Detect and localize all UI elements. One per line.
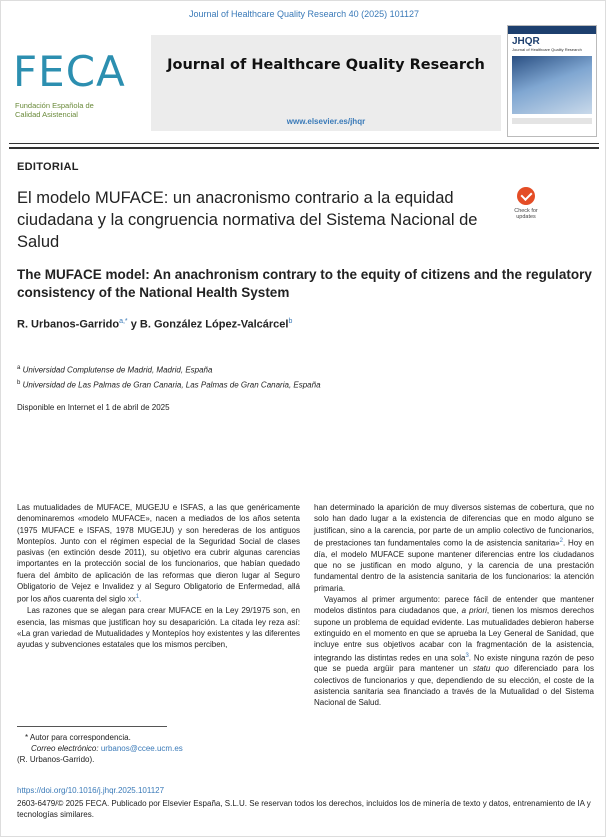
body-paragraph: Vayamos al primer argumento: parece fácil de entender que mantener modelos distintos para ciudadanos que, a priori, tienen los mismos derechos supone un problema de equidad evidente. Las mutualidades debieron haberse extinguido en el momento en que se aprueba la Ley General de Sanidad, que incluye entre sus objetivos acabar con la fragmentación de la asistencia, integrando las distintas redes en una sola$^3$. No existe ninguna razón de peso que se pueda argüir para mantener un statu quo diferenciado para los colectivos de funcionarios y que, dependiendo de su elección, el coste de la asistencia sanitaria sea financiado a través de la Mutualidad o del Sistema Nacional de Salud. (314, 595, 595, 708)
journal-banner (9, 25, 599, 137)
cover-brand: JHQR (512, 36, 540, 47)
body-paragraph: Las mutualidades de MUFACE, MUGEJU e ISFAS, a las que genéricamente denominaremos «modelo MUFACE», nacen a mediados de los años setenta (1975 MUFACE e ISFAS, 1978 MUGEJU) y son herederas de los antiguos Montepíos. Junto con el régimen especial de la Seguridad Social de clases pasivas (en extinción desde 2011), su objetivo era cubrir algunas carencias importantes en la protección social de los funcionarios, que habían quedado fuera del ámbito de aplicación de las reformas que dieron lugar al Seguro Obligatorio de Vejez e Invalidez y al Seguro Obligatorio de Enfermedad, allá por los años cuarenta del siglo $xx^1$. (17, 503, 300, 605)
author-conjunction: y (130, 318, 137, 331)
article-title-spanish: El modelo MUFACE: un anacronismo contrario a la equidad ciudadana y la congruencia normativa del Sistema Nacional de Salud (17, 189, 478, 251)
body-column-right (314, 502, 594, 709)
body-paragraph: Las razones que se alegan para crear MUFACE en la Ley 29/1975 son, en esencia, las mismas que justifican hoy su desaparición. La citada ley reza así: «La gran variedad de Mutualidades y Montepíos hoy existentes y las diferentes ayudas y subvenciones estatales que los mismos perciben, (17, 606, 300, 650)
email-link[interactable]: urbanos@ccee.ucm.es (100, 744, 183, 753)
affiliations (17, 362, 321, 391)
reference-link[interactable]: 2 (559, 537, 563, 544)
reference-link[interactable]: 3 (465, 652, 469, 659)
doi-link[interactable]: https://doi.org/10.1016/j.jhqr.2025.101127 (17, 786, 165, 795)
running-head: Journal of Healthcare Quality Research 40 (2025) 101127 (189, 9, 419, 19)
correspondence-note: * Autor para correspondencia. (25, 733, 131, 742)
email-line: Correo electrónico: urbanos@ccee.ucm.es (31, 744, 183, 753)
footnote-divider (17, 726, 167, 727)
footnotes (17, 732, 183, 765)
author-affiliation-ref[interactable]: b (288, 318, 293, 325)
reference-link[interactable]: 1 (135, 594, 140, 601)
feca-logo (13, 47, 143, 127)
logo-subtitle: Fundación Española de Calidad Asistencial (15, 101, 94, 119)
cover-artwork (512, 56, 592, 114)
online-availability-date: Disponible en Internet el 1 de abril de 2025 (17, 403, 170, 412)
journal-title: Journal of Healthcare Quality Research (167, 57, 485, 73)
check-for-updates-button[interactable] (507, 187, 545, 229)
body-paragraph: han determinado la aparición de muy diversos sistemas de cobertura, que no solo han dado lugar a la existencia de diferencias que en modo alguno se justifican, sino a la carencia, por parte de un amplio colectivo de funcionarios, de prestaciones tan fundamentales como la de asistencia sanitaria»$^2$. Hoy en día, el modelo MUFACE supone mantener diferencias entre los ciudadanos que no se justifican en modo alguno, y la carencia de una prestación fundamental dentro de la asistencia sanitaria de los funcionarios: la atención primaria. (314, 503, 594, 593)
affiliation-item: $^a$ Universidad Complutense de Madrid, Madrid, España (17, 365, 213, 375)
email-owner: (R. Urbanos-Garrido). (17, 755, 95, 764)
journal-url-link[interactable]: www.elsevier.es/jhqr (286, 117, 366, 126)
affiliation-item: $^b$ Universidad de Las Palmas de Gran Canaria, Las Palmas de Gran Canaria, España (17, 379, 321, 390)
author-name[interactable]: R. Urbanos-Garrido (17, 318, 120, 331)
copyright-notice: 2603-6479/© 2025 FECA. Publicado por Elsevier España, S.L.U. Se reservan todos los derechos, incluidos los de minería de texto y datos, entrenamiento de IA y tecnologías similares. (17, 799, 591, 819)
author-list (17, 318, 292, 331)
body-column-left (17, 502, 300, 651)
article-title-english: The MUFACE model: An anachronism contrary to the equity of citizens and the regulatory consistency of the National Health System (17, 267, 592, 300)
header-divider-top (9, 143, 599, 144)
author-name[interactable]: B. González López-Valcárcel (139, 318, 289, 331)
cover-journal-name: Journal of Healthcare Quality Research (512, 47, 582, 52)
check-updates-label: Check for updates (514, 208, 538, 220)
header-divider-bottom (9, 147, 599, 149)
journal-cover-image (507, 25, 597, 137)
check-updates-icon (517, 187, 535, 205)
author-affiliation-ref[interactable]: a,* (119, 318, 128, 325)
journal-title-box (151, 35, 501, 131)
logo-wordmark: FECA (13, 47, 126, 96)
section-label: EDITORIAL (17, 161, 79, 173)
